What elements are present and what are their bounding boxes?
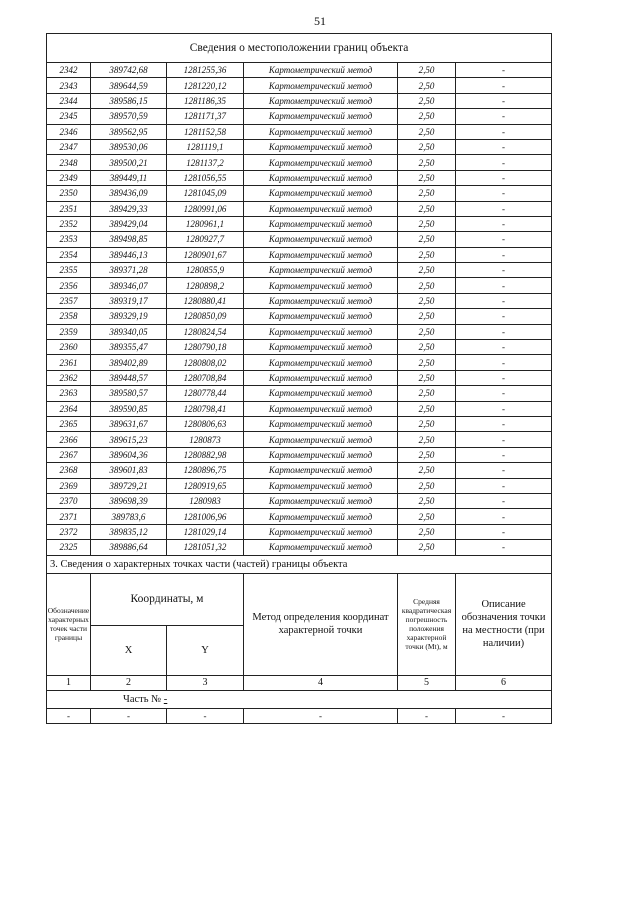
coord-y: 1280919,65 [167, 478, 244, 493]
coord-x: 389698,39 [91, 493, 167, 508]
table-row [47, 355, 552, 370]
coord-x: 389835,12 [91, 524, 167, 539]
description: - [456, 124, 552, 139]
coord-x: 389604,36 [91, 447, 167, 462]
coord-y: 1281255,36 [167, 63, 244, 78]
method: Картометрический метод [244, 201, 398, 216]
table-row [47, 109, 552, 124]
coord-x: 389615,23 [91, 432, 167, 447]
point-number: 2371 [47, 509, 91, 524]
section3-title-row [47, 555, 552, 573]
table-row [47, 493, 552, 508]
description: - [456, 170, 552, 185]
point-number: 2367 [47, 447, 91, 462]
coord-x: 389644,59 [91, 78, 167, 93]
accuracy: 2,50 [398, 478, 456, 493]
boundary-table [46, 33, 552, 724]
method: Картометрический метод [244, 170, 398, 185]
method: Картометрический метод [244, 386, 398, 401]
point-number: 2351 [47, 201, 91, 216]
col-number: 5 [398, 675, 456, 690]
accuracy: 2,50 [398, 201, 456, 216]
coord-x: 389429,33 [91, 201, 167, 216]
description: - [456, 63, 552, 78]
point-number: 2346 [47, 124, 91, 139]
col-coords-header: Координаты, м [91, 573, 244, 625]
coord-x: 389631,67 [91, 416, 167, 431]
accuracy: 2,50 [398, 139, 456, 154]
coord-y: 1280798,41 [167, 401, 244, 416]
point-number: 2343 [47, 78, 91, 93]
coord-x: 389742,68 [91, 63, 167, 78]
description: - [456, 201, 552, 216]
coord-y: 1280880,41 [167, 293, 244, 308]
table-row [47, 370, 552, 385]
part-label [47, 690, 552, 708]
coord-x: 389446,13 [91, 247, 167, 262]
coord-y: 1280790,18 [167, 340, 244, 355]
coord-x: 389562,95 [91, 124, 167, 139]
table-row [47, 524, 552, 539]
point-number: 2354 [47, 247, 91, 262]
accuracy: 2,50 [398, 186, 456, 201]
method: Картометрический метод [244, 216, 398, 231]
point-number: 2355 [47, 263, 91, 278]
col-x-header: X [91, 625, 167, 675]
description: - [456, 216, 552, 231]
coord-y: 1281029,14 [167, 524, 244, 539]
table-row [47, 186, 552, 201]
table-row [47, 170, 552, 185]
description: - [456, 109, 552, 124]
point-number: 2365 [47, 416, 91, 431]
accuracy: 2,50 [398, 493, 456, 508]
accuracy: 2,50 [398, 232, 456, 247]
coord-x: 389329,19 [91, 309, 167, 324]
point-number: 2364 [47, 401, 91, 416]
coord-y: 1280927,7 [167, 232, 244, 247]
col-number: 2 [91, 675, 167, 690]
description: - [456, 340, 552, 355]
description: - [456, 493, 552, 508]
point-number: 2368 [47, 463, 91, 478]
coord-y: 1281137,2 [167, 155, 244, 170]
coord-x: 389436,09 [91, 186, 167, 201]
description: - [456, 355, 552, 370]
table-row [47, 216, 552, 231]
table-row [47, 447, 552, 462]
description: - [456, 463, 552, 478]
col-number: 4 [244, 675, 398, 690]
empty-cell: - [47, 708, 91, 723]
accuracy: 2,50 [398, 170, 456, 185]
method: Картометрический метод [244, 493, 398, 508]
method: Картометрический метод [244, 309, 398, 324]
part-label-text: Часть № [123, 693, 164, 705]
description: - [456, 309, 552, 324]
description: - [456, 139, 552, 154]
coord-x: 389530,06 [91, 139, 167, 154]
table-row [47, 139, 552, 154]
table-row [47, 201, 552, 216]
accuracy: 2,50 [398, 524, 456, 539]
point-number: 2362 [47, 370, 91, 385]
table-row [47, 93, 552, 108]
description: - [456, 247, 552, 262]
coord-y: 1280850,09 [167, 309, 244, 324]
table-row [47, 401, 552, 416]
table-row [47, 63, 552, 78]
method: Картометрический метод [244, 109, 398, 124]
section2-title: Сведения о местоположении границ объекта [47, 34, 552, 63]
coord-y: 1281045,09 [167, 186, 244, 201]
empty-cell: - [456, 708, 552, 723]
coord-x: 389886,64 [91, 540, 167, 555]
description: - [456, 524, 552, 539]
coord-y: 1281051,32 [167, 540, 244, 555]
accuracy: 2,50 [398, 386, 456, 401]
point-number: 2360 [47, 340, 91, 355]
point-number: 2361 [47, 355, 91, 370]
coord-y: 1281220,12 [167, 78, 244, 93]
method: Картометрический метод [244, 540, 398, 555]
method: Картометрический метод [244, 232, 398, 247]
accuracy: 2,50 [398, 324, 456, 339]
point-number: 2342 [47, 63, 91, 78]
page-number: 51 [314, 14, 326, 28]
coord-x: 389586,15 [91, 93, 167, 108]
coord-y: 1280806,63 [167, 416, 244, 431]
point-number: 2353 [47, 232, 91, 247]
table-row [47, 263, 552, 278]
point-number: 2370 [47, 493, 91, 508]
coord-y: 1280898,2 [167, 278, 244, 293]
method: Картометрический метод [244, 340, 398, 355]
empty-cell: - [398, 708, 456, 723]
method: Картометрический метод [244, 324, 398, 339]
accuracy: 2,50 [398, 109, 456, 124]
table-row [47, 432, 552, 447]
description: - [456, 278, 552, 293]
description: - [456, 293, 552, 308]
section3-title: 3. Сведения о характерных точках части (частей) границы объекта [47, 555, 552, 573]
coord-y: 1280983 [167, 493, 244, 508]
method: Картометрический метод [244, 139, 398, 154]
coord-y: 1281186,35 [167, 93, 244, 108]
coord-x: 389448,57 [91, 370, 167, 385]
accuracy: 2,50 [398, 78, 456, 93]
accuracy: 2,50 [398, 124, 456, 139]
point-number: 2352 [47, 216, 91, 231]
method: Картометрический метод [244, 509, 398, 524]
coord-y: 1280708,84 [167, 370, 244, 385]
accuracy: 2,50 [398, 93, 456, 108]
empty-cell: - [244, 708, 398, 723]
empty-cell: - [167, 708, 244, 723]
column-number-row [47, 675, 552, 690]
accuracy: 2,50 [398, 540, 456, 555]
method: Картометрический метод [244, 478, 398, 493]
coord-y: 1280896,75 [167, 463, 244, 478]
table-row [47, 278, 552, 293]
description: - [456, 263, 552, 278]
point-number: 2347 [47, 139, 91, 154]
coord-x: 389500,21 [91, 155, 167, 170]
description: - [456, 509, 552, 524]
coordinate-rows [47, 63, 552, 556]
accuracy: 2,50 [398, 432, 456, 447]
coord-y: 1280991,06 [167, 201, 244, 216]
table-row [47, 324, 552, 339]
method: Картометрический метод [244, 186, 398, 201]
coord-y: 1280882,98 [167, 447, 244, 462]
accuracy: 2,50 [398, 340, 456, 355]
method: Картометрический метод [244, 416, 398, 431]
point-number: 2325 [47, 540, 91, 555]
description: - [456, 324, 552, 339]
table-row [47, 293, 552, 308]
accuracy: 2,50 [398, 216, 456, 231]
method: Картометрический метод [244, 293, 398, 308]
accuracy: 2,50 [398, 293, 456, 308]
method: Картометрический метод [244, 401, 398, 416]
method: Картометрический метод [244, 355, 398, 370]
description: - [456, 401, 552, 416]
accuracy: 2,50 [398, 155, 456, 170]
coord-y: 1281152,58 [167, 124, 244, 139]
table-row [47, 155, 552, 170]
coord-x: 389498,85 [91, 232, 167, 247]
coord-x: 389319,17 [91, 293, 167, 308]
point-number: 2359 [47, 324, 91, 339]
coord-x: 389346,07 [91, 278, 167, 293]
accuracy: 2,50 [398, 463, 456, 478]
method: Картометрический метод [244, 463, 398, 478]
description: - [456, 416, 552, 431]
empty-cell: - [91, 708, 167, 723]
description: - [456, 232, 552, 247]
point-number: 2372 [47, 524, 91, 539]
coord-y: 1281056,55 [167, 170, 244, 185]
coord-y: 1280901,67 [167, 247, 244, 262]
accuracy: 2,50 [398, 263, 456, 278]
method: Картометрический метод [244, 247, 398, 262]
table-row [47, 340, 552, 355]
coord-y: 1280824,54 [167, 324, 244, 339]
method: Картометрический метод [244, 263, 398, 278]
section3-header-row [47, 573, 552, 625]
coord-x: 389729,21 [91, 478, 167, 493]
col-y-header: Y [167, 625, 244, 675]
coord-y: 1281006,96 [167, 509, 244, 524]
table-row [47, 232, 552, 247]
point-number: 2356 [47, 278, 91, 293]
coord-y: 1280778,44 [167, 386, 244, 401]
accuracy: 2,50 [398, 278, 456, 293]
accuracy: 2,50 [398, 447, 456, 462]
table-row [47, 509, 552, 524]
coord-x: 389402,89 [91, 355, 167, 370]
description: - [456, 478, 552, 493]
section2-title-row [47, 34, 552, 63]
method: Картометрический метод [244, 93, 398, 108]
table-row [47, 309, 552, 324]
point-number: 2348 [47, 155, 91, 170]
col-description-header: Описание обозначения точки на местности (при наличии) [456, 573, 552, 675]
col-number: 6 [456, 675, 552, 690]
part-number: - [163, 693, 168, 705]
accuracy: 2,50 [398, 63, 456, 78]
coord-x: 389371,28 [91, 263, 167, 278]
empty-point-row [47, 708, 552, 723]
col-accuracy-header: Средняя квадратическая погрешность положения характерной точки (Мt), м [398, 573, 456, 675]
accuracy: 2,50 [398, 416, 456, 431]
accuracy: 2,50 [398, 247, 456, 262]
point-number: 2358 [47, 309, 91, 324]
part-row [47, 690, 552, 708]
table-row [47, 386, 552, 401]
coord-x: 389590,85 [91, 401, 167, 416]
table-row [47, 247, 552, 262]
description: - [456, 155, 552, 170]
accuracy: 2,50 [398, 370, 456, 385]
point-number: 2350 [47, 186, 91, 201]
description: - [456, 78, 552, 93]
description: - [456, 93, 552, 108]
coord-x: 389429,04 [91, 216, 167, 231]
description: - [456, 386, 552, 401]
coord-x: 389601,83 [91, 463, 167, 478]
coord-x: 389783,6 [91, 509, 167, 524]
method: Картометрический метод [244, 447, 398, 462]
description: - [456, 447, 552, 462]
point-number: 2344 [47, 93, 91, 108]
method: Картометрический метод [244, 278, 398, 293]
coord-x: 389570,59 [91, 109, 167, 124]
point-number: 2349 [47, 170, 91, 185]
table-row [47, 478, 552, 493]
method: Картометрический метод [244, 124, 398, 139]
method: Картометрический метод [244, 370, 398, 385]
coord-x: 389340,05 [91, 324, 167, 339]
point-number: 2366 [47, 432, 91, 447]
coord-y: 1281119,1 [167, 139, 244, 154]
point-number: 2363 [47, 386, 91, 401]
method: Картометрический метод [244, 432, 398, 447]
document-frame [46, 33, 551, 724]
table-row [47, 124, 552, 139]
point-number: 2369 [47, 478, 91, 493]
col-method-header: Метод определения координат характерной точки [244, 573, 398, 675]
method: Картометрический метод [244, 524, 398, 539]
col-number: 3 [167, 675, 244, 690]
coord-y: 1280961,1 [167, 216, 244, 231]
point-number: 2357 [47, 293, 91, 308]
description: - [456, 540, 552, 555]
accuracy: 2,50 [398, 309, 456, 324]
col-designation-header: Обозначение характерных точек части границы [47, 573, 91, 675]
description: - [456, 432, 552, 447]
description: - [456, 186, 552, 201]
coord-y: 1280808,02 [167, 355, 244, 370]
accuracy: 2,50 [398, 509, 456, 524]
coord-x: 389449,11 [91, 170, 167, 185]
point-number: 2345 [47, 109, 91, 124]
table-row [47, 416, 552, 431]
table-row [47, 463, 552, 478]
coord-y: 1281171,37 [167, 109, 244, 124]
coord-y: 1280855,9 [167, 263, 244, 278]
method: Картометрический метод [244, 63, 398, 78]
coord-x: 389355,47 [91, 340, 167, 355]
description: - [456, 370, 552, 385]
coord-y: 1280873 [167, 432, 244, 447]
accuracy: 2,50 [398, 401, 456, 416]
col-number: 1 [47, 675, 91, 690]
coord-x: 389580,57 [91, 386, 167, 401]
accuracy: 2,50 [398, 355, 456, 370]
table-row [47, 540, 552, 555]
table-row [47, 78, 552, 93]
method: Картометрический метод [244, 78, 398, 93]
method: Картометрический метод [244, 155, 398, 170]
